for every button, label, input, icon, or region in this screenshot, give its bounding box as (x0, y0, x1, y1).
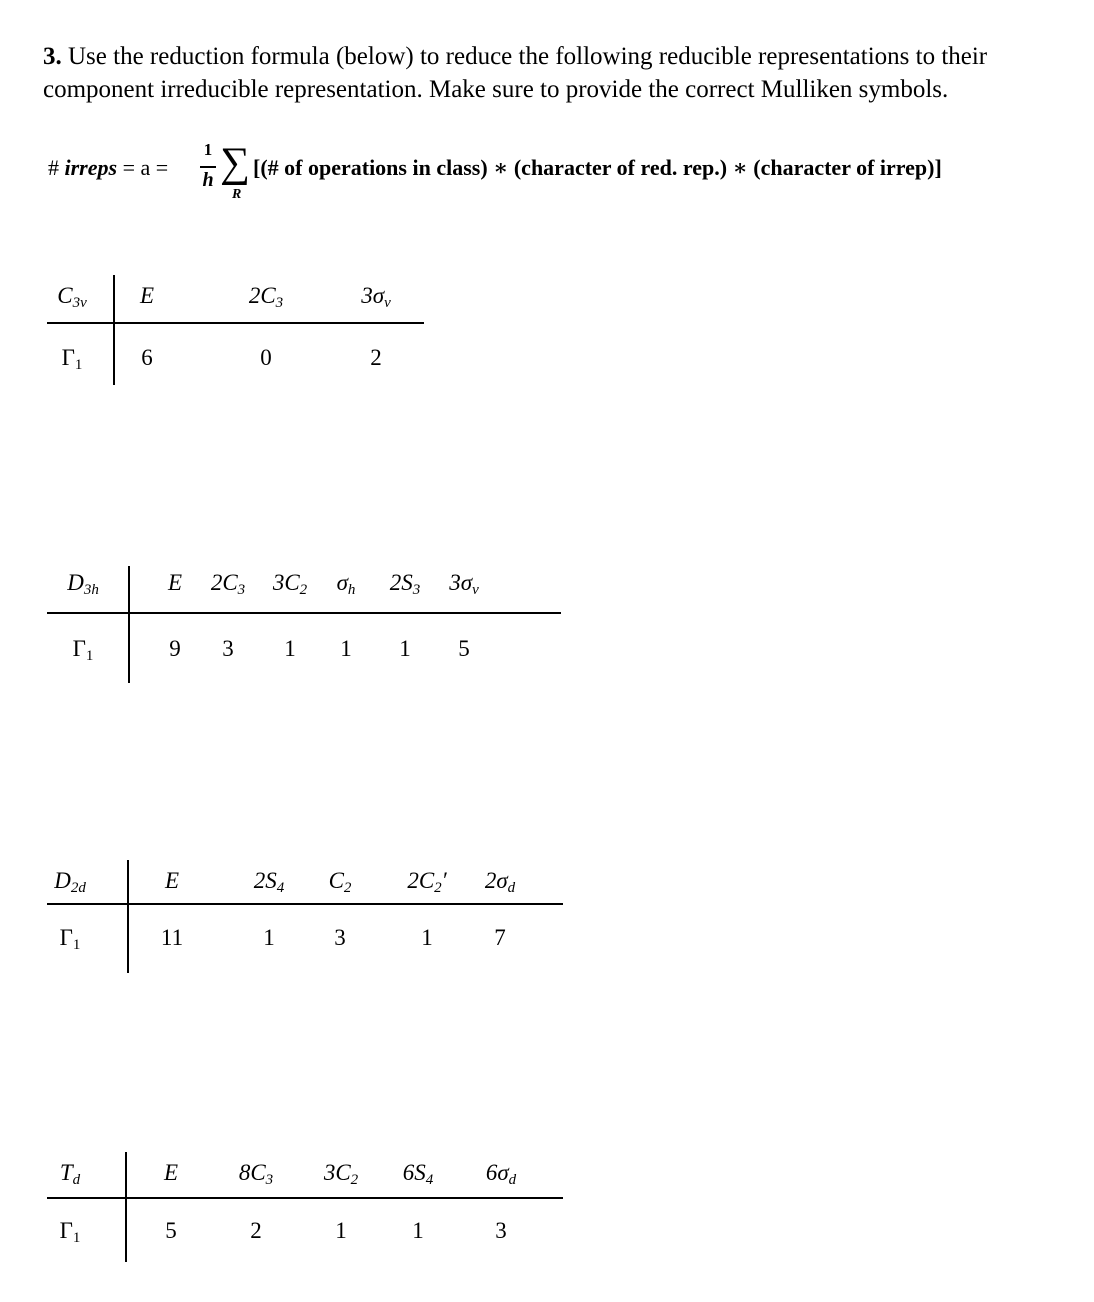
formula-irreps: irreps (64, 155, 118, 180)
character-value: 1 (412, 1218, 424, 1243)
point-group-subscript: d (72, 1172, 81, 1188)
class-header (168, 570, 182, 596)
class-subscript: 2 (343, 880, 352, 896)
class-header (337, 570, 356, 599)
class-header (249, 283, 283, 312)
class-coefficient: 3 (361, 283, 373, 308)
character-value: 1 (340, 636, 352, 661)
representation-label (60, 1218, 81, 1247)
class-operation: C (222, 570, 238, 595)
representation-subscript: 1 (72, 937, 81, 953)
class-coefficient: 6 (402, 1160, 415, 1185)
point-group-label (67, 570, 99, 599)
point-group-label (60, 1160, 80, 1189)
class-header (329, 868, 352, 897)
gamma-symbol: Γ (72, 636, 86, 661)
class-coefficient: 2 (389, 570, 402, 595)
gamma-symbol: Γ (59, 1218, 73, 1243)
character-value: 1 (335, 1218, 347, 1243)
class-operation: S (414, 1160, 426, 1185)
class-operation: E (163, 1160, 179, 1185)
point-group-subscript: 3v (72, 295, 87, 311)
class-header (273, 570, 307, 599)
class-header (239, 1160, 273, 1189)
representation-label (62, 345, 83, 374)
class-subscript: v (472, 582, 479, 598)
class-operation: S (401, 570, 413, 595)
point-group-symbol: T (59, 1160, 73, 1185)
class-operation: C (250, 1160, 266, 1185)
gamma-symbol: Γ (59, 925, 73, 950)
class-prime: ′ (441, 868, 447, 893)
class-header (449, 570, 479, 599)
class-subscript: 4 (276, 880, 285, 896)
class-header (211, 570, 245, 599)
point-group-subscript: 2d (70, 880, 86, 896)
class-coefficient: 2 (253, 868, 266, 893)
class-operation: σ (372, 283, 385, 308)
class-coefficient: 2 (248, 283, 261, 308)
class-coefficient: 8 (238, 1160, 251, 1185)
fraction-bar (200, 166, 216, 168)
formula-body: [(# of operations in class) ∗ (character of red. rep.) ∗ (character of irrep)] (253, 155, 942, 180)
point-group-subscript: 3h (83, 582, 99, 598)
class-header (486, 1160, 516, 1189)
character-value: 2 (250, 1218, 262, 1243)
class-subscript: d (507, 880, 516, 896)
character-value: 2 (370, 345, 382, 370)
class-subscript: d (508, 1172, 517, 1188)
character-value: 1 (284, 636, 296, 661)
point-group-symbol: C (57, 283, 73, 308)
formula-denominator: h (202, 169, 214, 191)
gamma-symbol: Γ (61, 345, 75, 370)
class-coefficient: 6 (485, 1160, 498, 1185)
character-value: 3 (334, 925, 346, 950)
class-coefficient: 2 (407, 868, 419, 893)
question-text (43, 40, 1043, 106)
class-subscript: 2 (299, 582, 308, 598)
sum-index: R (232, 187, 242, 202)
class-header (164, 1160, 178, 1186)
character-value: 11 (160, 925, 184, 950)
formula-hash: # (48, 155, 59, 180)
class-subscript: 3 (275, 295, 284, 311)
point-group-symbol: D (54, 868, 71, 893)
class-operation: σ (460, 570, 473, 595)
sigma-symbol: ∑ (220, 140, 250, 186)
point-group-label (54, 868, 86, 897)
class-subscript: 3 (265, 1172, 274, 1188)
representation-subscript: 1 (85, 648, 94, 664)
character-value: 3 (495, 1218, 507, 1243)
table-vertical-rule (128, 566, 130, 683)
character-value: 9 (169, 636, 181, 661)
class-operation: E (139, 283, 155, 308)
class-operation: C (260, 283, 276, 308)
point-group-label (57, 283, 87, 312)
question-body: Use the reduction formula (below) to reduce the following reducible representations to their component irreducible representation. Make sure to provide the correct Mulliken symbols. (43, 43, 988, 103)
class-subscript: 4 (425, 1172, 434, 1188)
formula-equals: = a = (122, 155, 169, 180)
class-subscript: v (384, 295, 391, 311)
class-coefficient: 3 (323, 1160, 336, 1185)
class-operation: σ (496, 868, 508, 893)
character-value: 7 (494, 925, 506, 950)
representation-subscript: 1 (74, 357, 83, 373)
class-coefficient: 2 (484, 868, 497, 893)
question-number: 3. (43, 43, 62, 70)
representation-label (73, 636, 94, 665)
class-header (324, 1160, 358, 1189)
class-header (403, 1160, 434, 1189)
class-header (165, 868, 179, 894)
point-group-symbol: D (67, 570, 84, 595)
character-value: 5 (165, 1218, 177, 1243)
class-operation: σ (497, 1160, 509, 1185)
class-operation: E (164, 868, 180, 893)
table-horizontal-rule (47, 612, 561, 614)
table-horizontal-rule (47, 322, 424, 324)
class-operation: σ (336, 570, 348, 595)
class-operation: C (418, 868, 435, 893)
reduction-formula (48, 140, 1088, 210)
class-header (254, 868, 285, 897)
table-vertical-rule (127, 860, 129, 973)
character-value: 5 (458, 636, 470, 661)
character-value: 1 (421, 925, 433, 950)
character-value: 1 (263, 925, 275, 950)
class-subscript: h (347, 582, 356, 598)
formula-numerator: 1 (203, 140, 213, 159)
class-operation: C (335, 1160, 351, 1185)
class-header (140, 283, 154, 309)
formula-lhs (48, 155, 168, 181)
class-subscript: 3 (412, 582, 421, 598)
character-value: 6 (141, 345, 153, 370)
character-value: 0 (260, 345, 272, 370)
table-horizontal-rule (47, 903, 563, 905)
class-subscript: 3 (237, 582, 246, 598)
character-value: 1 (399, 636, 411, 661)
class-operation: C (284, 570, 300, 595)
table-vertical-rule (125, 1152, 127, 1262)
class-subscript: 2 (434, 880, 442, 896)
character-value: 3 (222, 636, 234, 661)
class-header (390, 570, 421, 599)
representation-subscript: 1 (72, 1230, 81, 1246)
table-vertical-rule (113, 275, 115, 385)
class-operation: E (167, 570, 183, 595)
class-coefficient: 3 (449, 570, 461, 595)
class-header (485, 868, 515, 897)
class-header (407, 868, 446, 897)
class-coefficient: 3 (272, 570, 285, 595)
class-operation: C (328, 868, 344, 893)
class-header (361, 283, 391, 312)
class-coefficient: 2 (210, 570, 223, 595)
representation-label (60, 925, 81, 954)
class-operation: S (265, 868, 277, 893)
class-subscript: 2 (350, 1172, 359, 1188)
